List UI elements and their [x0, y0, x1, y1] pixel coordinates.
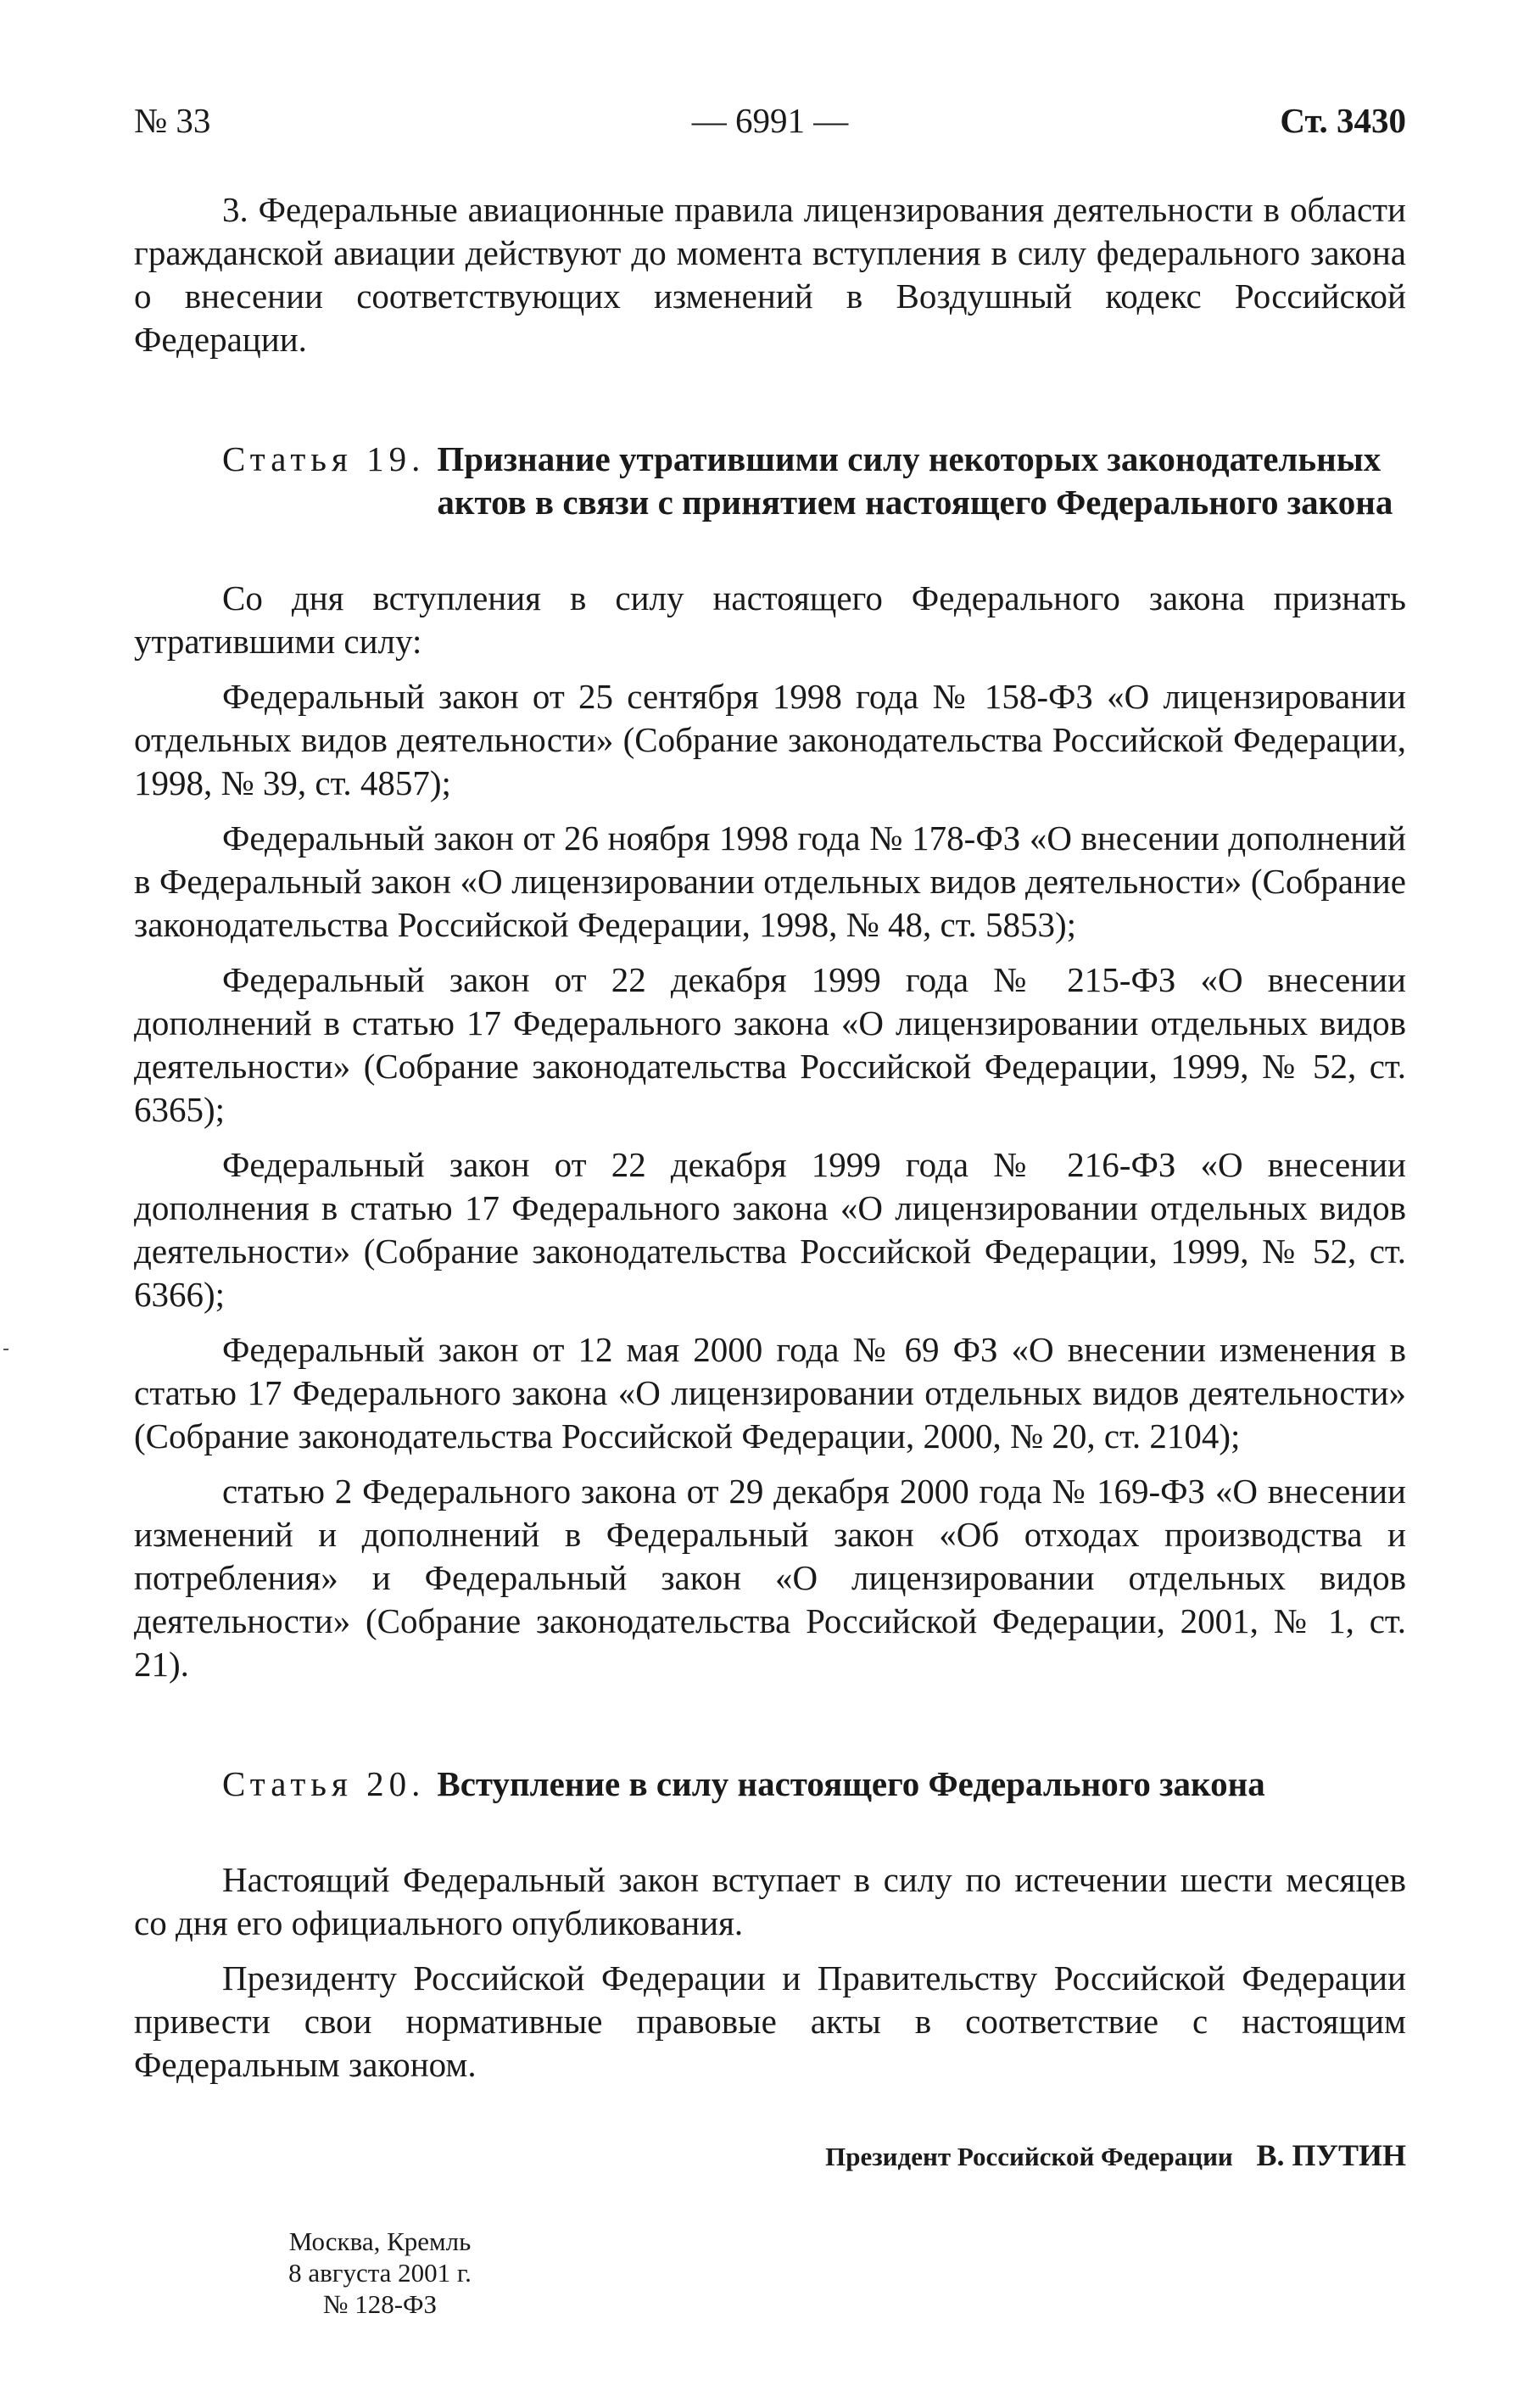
article-19-title: Признание утратившими силу некоторых законодательных актов в связи с принятием настоящего Федерального закона	[437, 439, 1393, 522]
article-reference: Ст. 3430	[1280, 101, 1406, 140]
page-header	[134, 100, 1406, 148]
article-19-paragraph: статью 2 Федерального закона от 29 декабря 2000 года № 169-ФЗ «О внесении изменений и дополнений в Федеральный закон «Об отходах производства и потребления» и Федеральный закон «О лицензировании отдельных видов деятельности» (Собрание законодательства Российской Федерации, 2001, № 1, ст. 21).	[134, 1472, 1406, 1684]
article-19-paragraph: Федеральный закон от 22 декабря 1999 года № 216-ФЗ «О внесении дополнения в статью 17 Федерального закона «О лицензировании отдельных видов деятельности» (Собрание законодательства Российской Федерации, 1999, № 52, ст. 6366);	[134, 1145, 1406, 1314]
article-20-paragraph: Президенту Российской Федерации и Правительству Российской Федерации привести свои нормативные правовые акты в соответствие с настоящим Федеральным законом.	[134, 1958, 1406, 2084]
article-19-paragraph: Федеральный закон от 25 сентября 1998 года № 158-ФЗ «О лицензировании отдельных видов деятельности» (Собрание законодательства Российской Федерации, 1998, № 39, ст. 4857);	[134, 677, 1406, 802]
imprint-date: 8 августа 2001 г.	[288, 2258, 472, 2288]
imprint-number: № 128-ФЗ	[322, 2289, 438, 2319]
article-20-heading	[134, 1763, 1406, 1806]
signature-block	[134, 2137, 1406, 2173]
article-19-paragraph: Федеральный закон от 26 ноября 1998 года № 178-ФЗ «О внесении дополнений в Федеральный закон «О лицензировании отдельных видов деятельности» (Собрание законодательства Российской Федерации, 1998, № 48, ст. 5853);	[134, 818, 1406, 944]
imprint-block	[253, 2226, 507, 2320]
article-19-paragraph: Со дня вступления в силу настоящего Федерального закона признать утратившими силу:	[134, 578, 1406, 661]
imprint-place: Москва, Кремль	[288, 2226, 472, 2256]
article-20-title: Вступление в силу настоящего Федерального закона	[437, 1764, 1265, 1803]
intro-paragraph: 3. Федеральные авиационные правила лицензирования деятельности в области гражданской авиации действуют до момента вступления в силу федерального закона о внесении соответствующих изменений в Воздушный кодекс Российской Федерации.	[134, 190, 1406, 359]
signature-name: В. ПУТИН	[1256, 2138, 1406, 2172]
issue-number: № 33	[134, 101, 211, 140]
page-number: — 6991 —	[691, 101, 849, 140]
article-20-paragraph: Настоящий Федеральный закон вступает в силу по истечении шести месяцев со дня его официального опубликования.	[134, 1860, 1406, 1942]
document-page	[134, 100, 1406, 2320]
article-19-label: Статья 19.	[222, 439, 426, 478]
article-20-label: Статья 20.	[222, 1764, 426, 1803]
article-19-paragraph: Федеральный закон от 12 мая 2000 года № 69 ФЗ «О внесении изменения в статью 17 Федерального закона «О лицензировании отдельных видов деятельности» (Собрание законодательства Российской Федерации, 2000, № 20, ст. 2104);	[134, 1330, 1406, 1455]
article-19-heading	[134, 438, 1406, 524]
article-19-paragraph: Федеральный закон от 22 декабря 1999 года № 215-ФЗ «О внесении дополнений в статью 17 Федерального закона «О лицензировании отдельных видов деятельности» (Собрание законодательства Российской Федерации, 1999, № 52, ст. 6365);	[134, 960, 1406, 1129]
scan-mark	[3, 1349, 8, 1350]
signature-position: Президент Российской Федерации	[825, 2142, 1233, 2171]
